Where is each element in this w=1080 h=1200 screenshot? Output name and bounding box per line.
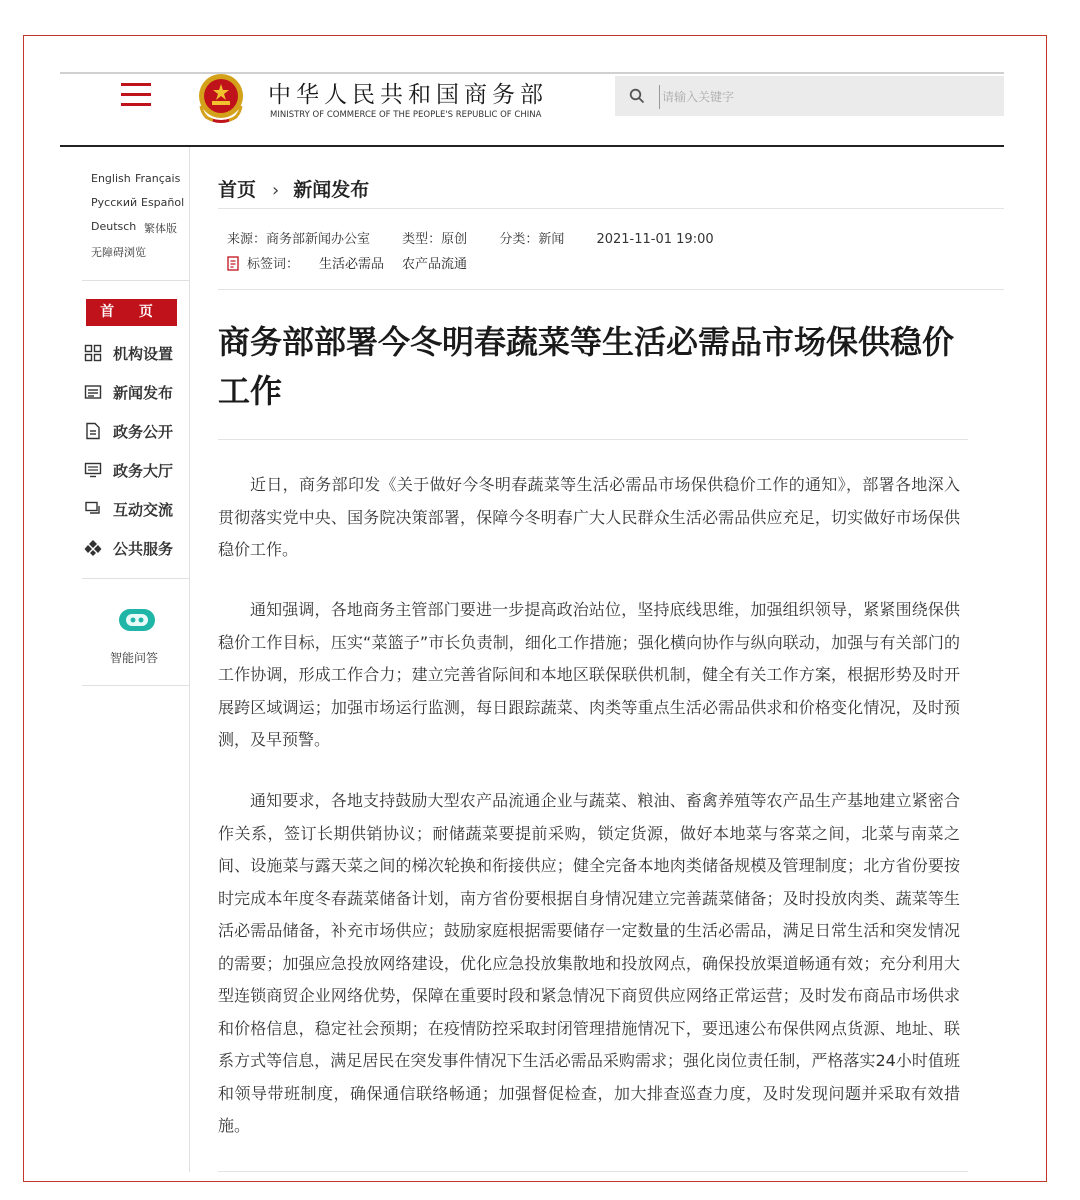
lang-english-link[interactable]: English xyxy=(91,172,131,185)
breadcrumb-news[interactable]: 新闻发布 xyxy=(293,179,370,201)
accessibility-link[interactable]: 无障碍浏览 xyxy=(91,246,146,259)
nav-item-label: 新闻发布 xyxy=(113,384,174,402)
hall-icon xyxy=(84,461,102,479)
meta-category: 分类：新闻 xyxy=(499,232,565,247)
lang-traditional-link[interactable]: 繁体版 xyxy=(144,222,177,235)
header-divider xyxy=(60,145,1004,147)
nav-item-label: 公共服务 xyxy=(113,540,174,558)
article-paragraph: 近日，商务部印发《关于做好今冬明春蔬菜等生活必需品市场保供稳价工作的通知》，部署各地深入贯彻落实党中央、国务院决策部署，保障今冬明春广大人民群众生活必需品供应充足，切实做好市场保供稳价工作。 xyxy=(218,475,960,559)
org-grid-icon xyxy=(84,344,102,362)
document-icon xyxy=(84,422,102,440)
meta-source: 来源：商务部新闻办公室 xyxy=(227,232,371,247)
assistant-link[interactable]: 智能问答 xyxy=(110,651,159,665)
lang-russian-link[interactable]: Русский xyxy=(91,196,138,209)
article-paragraph: 通知强调，各地商务主管部门要进一步提高政治站位，坚持底线思维，加强组织领导，紧紧围绕保供稳价工作目标，压实“菜篮子”市长负责制，细化工作措施；强化横向协作与纵向联动，加强与有关部门的工作协调，形成工作合力；建立完善省际间和本地区联保联供机制，健全有关工作方案，根据形势及时开展跨区域调运；加强市场运行监测，每日跟踪蔬菜、肉类等重点生活必需品供求和价格变化情况，及时预测，及早预警。 xyxy=(218,600,960,749)
nav-item-label: 政务公开 xyxy=(113,423,174,441)
search-box xyxy=(615,76,1004,116)
article-end-divider xyxy=(218,1171,968,1172)
meta-divider xyxy=(218,289,1004,290)
site-title: 中华人民共和国商务部 xyxy=(268,82,548,108)
lang-german-link[interactable]: Deutsch xyxy=(91,220,137,233)
tag-icon xyxy=(227,256,239,271)
sidebar-separator xyxy=(82,280,190,281)
menu-hamburger-icon[interactable] xyxy=(121,83,151,107)
sidebar-separator xyxy=(82,685,190,686)
lang-french-link[interactable]: Français xyxy=(135,172,181,185)
breadcrumb-divider xyxy=(218,208,1004,209)
tag-link[interactable]: 农产品流通 xyxy=(402,257,468,272)
chat-icon xyxy=(84,500,102,518)
meta-datetime: 2021-11-01 19:00 xyxy=(596,232,714,247)
search-icon[interactable] xyxy=(629,88,645,104)
nav-item-label: 机构设置 xyxy=(113,345,174,363)
search-input[interactable] xyxy=(659,85,994,109)
sidebar-divider xyxy=(189,147,190,1172)
sidebar-separator xyxy=(82,578,190,579)
service-icon xyxy=(84,539,102,557)
title-divider xyxy=(218,439,968,440)
nav-item-label: 互动交流 xyxy=(113,501,174,519)
article-title: 商务部部署今冬明春蔬菜等生活必需品市场保供稳价工作 xyxy=(218,323,955,410)
home-button[interactable]: 首 页 xyxy=(86,299,177,326)
chevron-right-icon: › xyxy=(272,180,280,201)
site-subtitle: MINISTRY OF COMMERCE OF THE PEOPLE'S REPUBLIC OF CHINA xyxy=(270,110,542,120)
robot-assistant-icon[interactable] xyxy=(116,606,158,634)
breadcrumb xyxy=(218,175,369,201)
breadcrumb-home[interactable]: 首页 xyxy=(218,179,257,201)
tags-label: 标签词： xyxy=(247,257,300,272)
national-emblem-icon xyxy=(193,70,249,126)
article-tags xyxy=(227,253,467,272)
news-icon xyxy=(84,383,102,401)
lang-spanish-link[interactable]: Español xyxy=(141,196,185,209)
article-meta xyxy=(227,228,742,247)
nav-item-label: 政务大厅 xyxy=(113,462,174,480)
article-paragraph: 通知要求，各地支持鼓励大型农产品流通企业与蔬菜、粮油、畜禽养殖等农产品生产基地建立紧密合作关系，签订长期供销协议；耐储蔬菜要提前采购，锁定货源，做好本地菜与客菜之间，北菜与南菜之间、设施菜与露天菜之间的梯次轮换和衔接供应；健全完备本地肉类储备规模及管理制度；北方省份要按时完成本年度冬春蔬菜储备计划，南方省份要根据自身情况建立完善蔬菜储备；及时投放肉类、蔬菜等生活必需品储备，补充市场供应；鼓励家庭根据需要储存一定数量的生活必需品，满足日常生活和突发情况的需要；加强应急投放网络建设，优化应急投放集散地和投放网点，确保投放渠道畅通有效；充分利用大型连锁商贸企业网络优势，保障在重要时段和紧急情况下商贸供应网络正常运营；及时发布商品市场供求和价格信息，稳定社会预期；在疫情防控采取封闭管理措施情况下，要迅速公布保供网点货源、地址、联系方式等信息，满足居民在突发事件情况下生活必需品采购需求；强化岗位责任制，严格落实24小时值班和领导带班制度，确保通信联络畅通；加强督促检查，加大排查巡查力度，及时发现问题并采取有效措施。 xyxy=(218,791,960,1135)
tag-link[interactable]: 生活必需品 xyxy=(319,257,385,272)
meta-type: 类型：原创 xyxy=(402,232,468,247)
